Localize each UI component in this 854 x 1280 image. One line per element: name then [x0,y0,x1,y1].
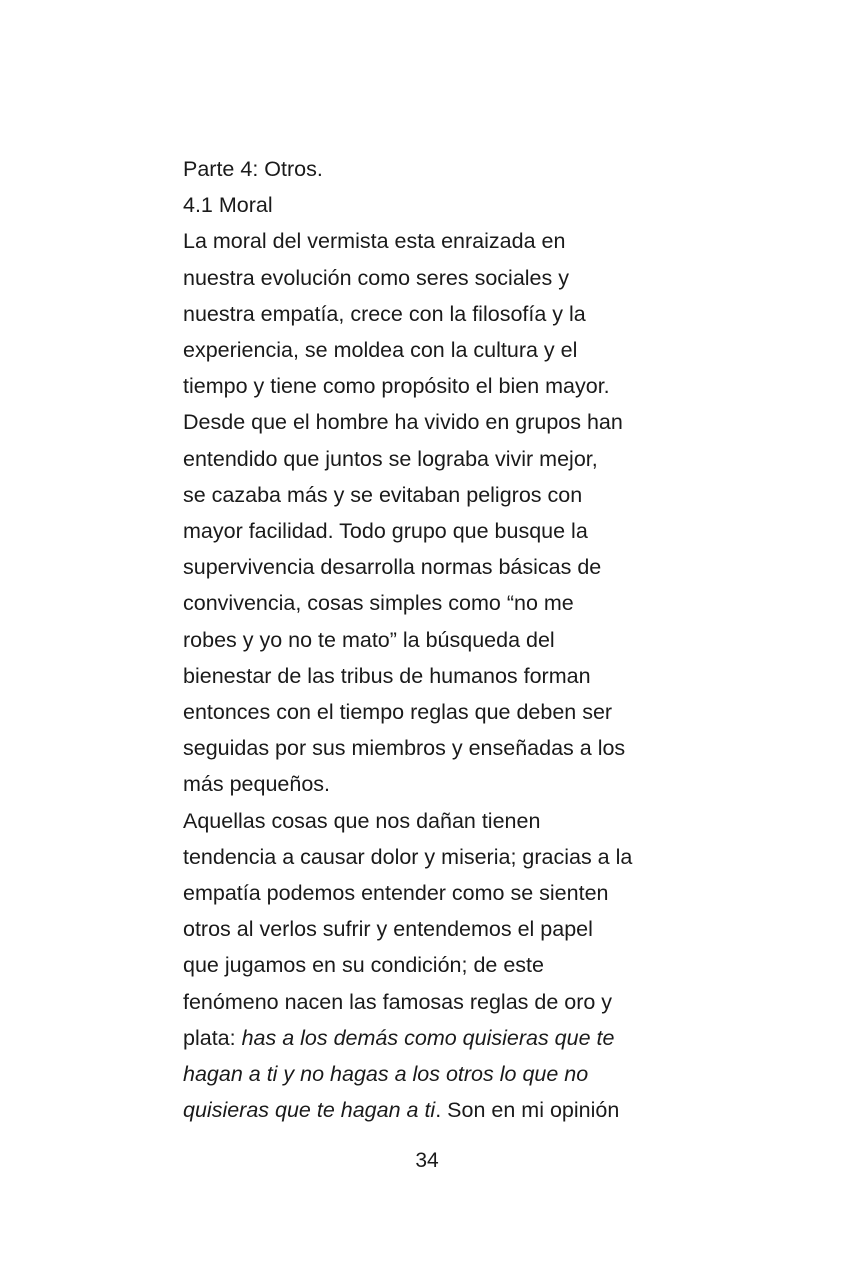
body-line-mixed [183,1092,683,1128]
body-line-italic [183,1056,683,1092]
body-line: convivencia, cosas simples como “no me [183,591,574,616]
body-line: Aquellas cosas que nos dañan tienen [183,808,541,833]
body-line: se cazaba más y se evitaban peligros con [183,482,583,507]
body-line: entendido que juntos se lograba vivir mejor, [183,446,598,471]
body-line: supervivencia desarrolla normas básicas de [183,555,602,580]
body-line: empatía podemos entender como se sienten [183,881,609,906]
body-line: fenómeno nacen las famosas reglas de oro y [183,989,613,1014]
body-line: más pequeños. [183,772,331,797]
body-line: nuestra evolución como seres sociales y [183,265,569,290]
italic-rule-text: has a los demás como quisieras que te [241,1025,615,1050]
body-line: que jugamos en su condición; de este [183,953,544,978]
line-text: plata: [183,1025,242,1050]
body-line: tiempo y tiene como propósito el bien mayor. [183,374,610,399]
body-line: robes y yo no te mato” la búsqueda del [183,627,555,652]
page-number: 34 [415,1149,439,1172]
body-line: bienestar de las tribus de humanos forman [183,663,591,688]
body-line: seguidas por sus miembros y enseñadas a los [183,736,626,761]
body-line: experiencia, se moldea con la cultura y el [183,338,578,363]
body-line: entonces con el tiempo reglas que deben ser [183,700,613,725]
body-line: La moral del vermista esta enraizada en [183,229,566,254]
part-heading: Parte 4: Otros. [183,157,323,181]
italic-rule-text: hagan a ti y no hagas a los otros lo que no [183,1062,589,1087]
body-line: mayor facilidad. Todo grupo que busque la [183,519,588,544]
body-line: Desde que el hombre ha vivido en grupos han [183,410,623,435]
body-line: nuestra empatía, crece con la filosofía y la [183,301,586,326]
line-text: . Son en mi opinión [435,1098,620,1123]
page-text [183,151,683,1128]
body-line: tendencia a causar dolor y miseria; gracias a la [183,844,633,869]
body-line-mixed [183,1020,683,1056]
section-heading: 4.1 Moral [183,193,273,218]
italic-rule-text: quisieras que te hagan a ti [183,1098,436,1123]
body-line: otros al verlos sufrir y entendemos el papel [183,917,593,942]
